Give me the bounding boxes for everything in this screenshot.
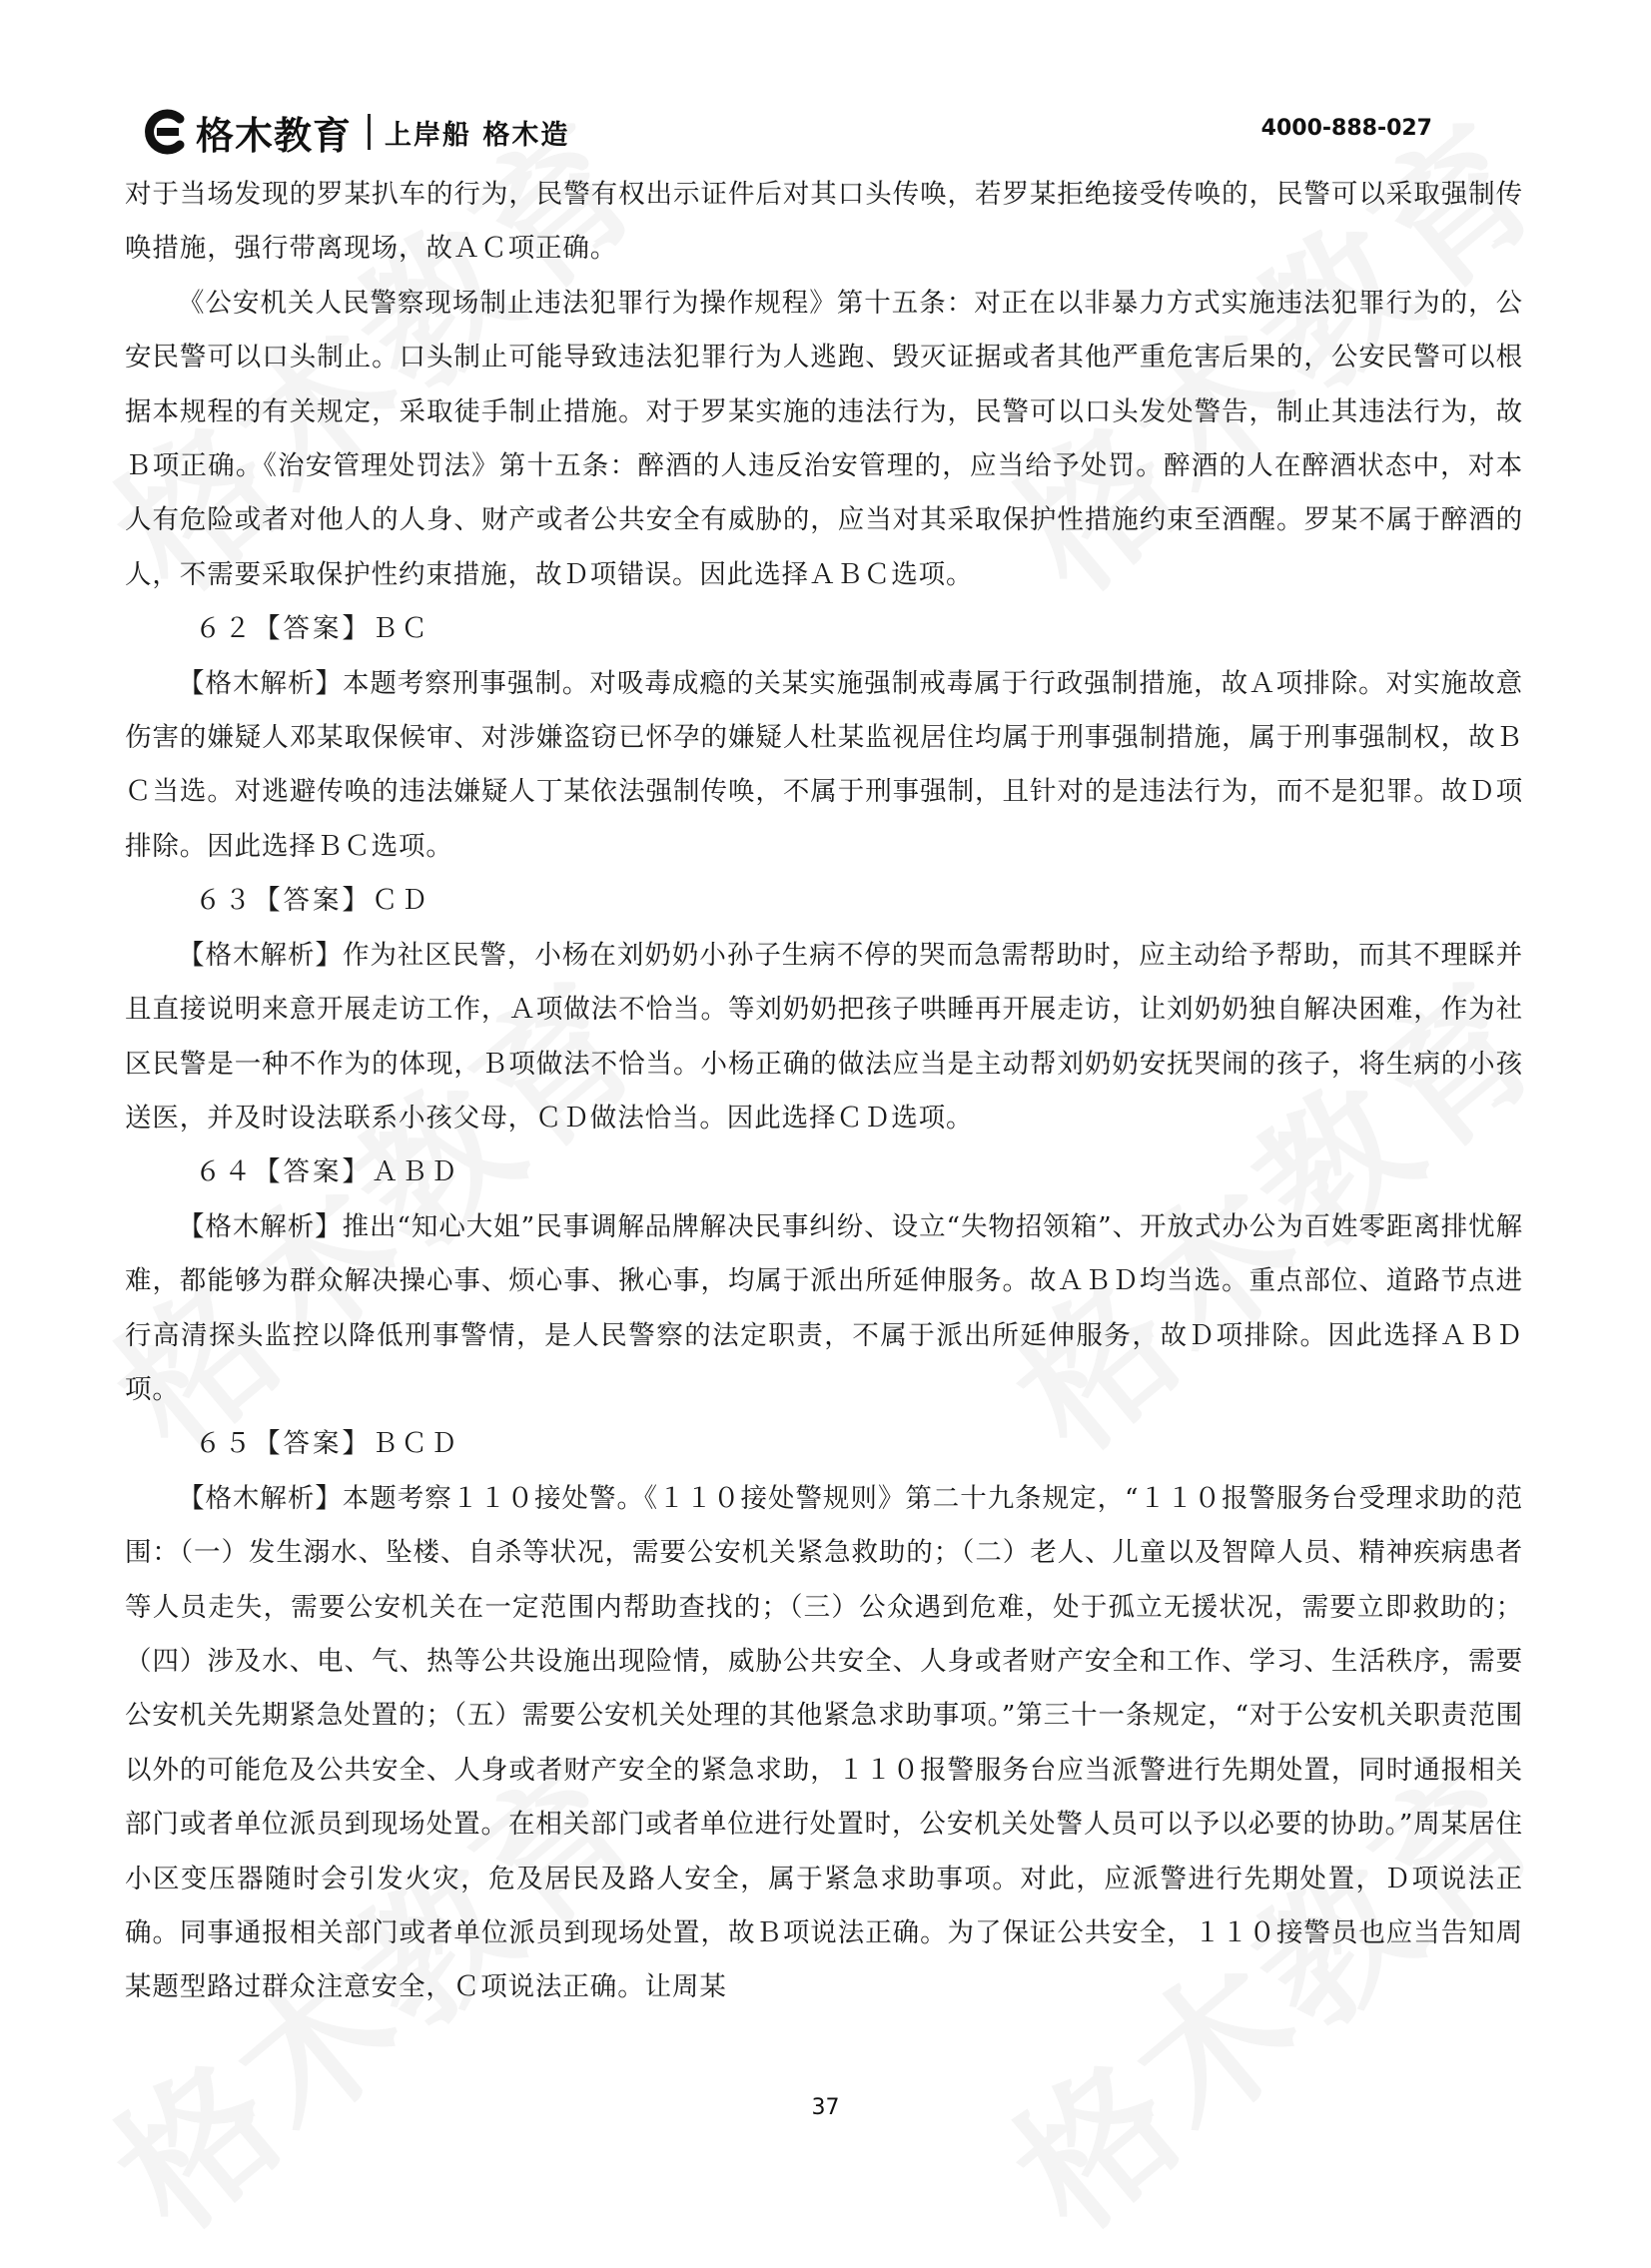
- brand-logo: [140, 104, 569, 160]
- answer-line: ６３【答案】ＣＤ: [195, 885, 430, 917]
- paragraph: 对于当场发现的罗某扒车的行为，民警有权出示证件后对其口头传唤，若罗某拒绝接受传唤的，民警可以采取强制传唤措施，强行带离现场，故ＡＣ项正确。: [125, 179, 1523, 265]
- answer-line: ６４【答案】ＡＢＤ: [195, 1156, 460, 1188]
- logo-mark-icon: [140, 109, 186, 155]
- paragraph: 【格木解析】推出“知心大姐”民事调解品牌解决民事纠纷、设立“失物招领箱”、开放式办公为百姓零距离排忧解难，都能够为群众解决操心事、烦心事、揪心事，均属于派出所延伸服务。故ＡＢＤ均当选。重点部位、道路节点进行高清探头监控以降低刑事警情，是人民警察的法定职责，不属于派出所延伸服务，故Ｄ项排除。因此选择ＡＢＤ项。: [125, 1210, 1523, 1405]
- hotline-phone: 4000-888-027: [1260, 116, 1432, 141]
- page-header: [140, 104, 1518, 164]
- brand-name: 格木教育: [196, 113, 353, 158]
- paragraph: 【格木解析】本题考察１１０接处警。《１１０接处警规则》第二十九条规定，“１１０报警服务台受理求助的范围：（一）发生溺水、坠楼、自杀等状况，需要公安机关紧急救助的；（二）老人、儿童以及智障人员、精神疾病患者等人员走失，需要公安机关在一定范围内帮助查找的；（三）公众遇到危难，处于孤立无援状况，需要立即救助的；（四）涉及水、电、气、热等公共设施出现险情，威胁公共安全、人身或者财产安全和工作、学习、生活秩序，需要公安机关先期紧急处置的；（五）需要公安机关处理的其他紧急求助事项。”第三十一条规定，“对于公安机关职责范围以外的可能危及公共安全、人身或者财产安全的紧急求助，１１０报警服务台应当派警进行先期处置，同时通报相关部门或者单位派员到现场处置。在相关部门或者单位进行处置时，公安机关处警人员可以予以必要的协助。”周某居住小区变压器随时会引发火灾，危及居民及路人安全，属于紧急求助事项。对此，应派警进行先期处置，Ｄ项说法正确。同事通报相关部门或者单位派员到现场处置，故Ｂ项说法正确。为了保证公共安全，１１０接警员也应当告知周某题型路过群众注意安全，Ｃ项说法正确。让周某: [125, 1482, 1523, 2003]
- paragraph: 《公安机关人民警察现场制止违法犯罪行为操作规程》第十五条：对正在以非暴力方式实施违法犯罪行为的，公安民警可以口头制止。口头制止可能导致违法犯罪行为人逃跑、毁灭证据或者其他严重危害后果的，公安民警可以根据本规程的有关规定，采取徒手制止措施。对于罗某实施的违法行为，民警可以口头发处警告，制止其违法行为，故Ｂ项正确。《治安管理处罚法》第十五条：醉酒的人违反治安管理的，应当给予处罚。醉酒的人在醉酒状态中，对本人有危险或者对他人的人身、财产或者公共安全有威胁的，应当对其采取保护性措施约束至酒醒。罗某不属于醉酒的人，不需要采取保护性约束措施，故Ｄ项错误。因此选择ＡＢＣ选项。: [125, 287, 1523, 590]
- page-number: 37: [811, 2095, 840, 2120]
- logo-divider: [368, 114, 371, 150]
- answer-line: ６５【答案】ＢＣＤ: [195, 1428, 460, 1460]
- paragraph: 【格木解析】本题考察刑事强制。对吸毒成瘾的关某实施强制戒毒属于行政强制措施，故Ａ项排除。对实施故意伤害的嫌疑人邓某取保候审、对涉嫌盗窃已怀孕的嫌疑人杜某监视居住均属于刑事强制措施，属于刑事强制权，故ＢＣ当选。对逃避传唤的违法嫌疑人丁某依法强制传唤，不属于刑事强制，且针对的是违法行为，而不是犯罪。故Ｄ项排除。因此选择ＢＣ选项。: [125, 667, 1523, 862]
- paragraph: 【格木解析】作为社区民警，小杨在刘奶奶小孙子生病不停的哭而急需帮助时，应主动给予帮助，而其不理睬并且直接说明来意开展走访工作，Ａ项做法不恰当。等刘奶奶把孩子哄睡再开展走访，让刘奶奶独自解决困难，作为社区民警是一种不作为的体现，Ｂ项做法不恰当。小杨正确的做法应当是主动帮刘奶奶安抚哭闹的孩子，将生病的小孩送医，并及时设法联系小孩父母，ＣＤ做法恰当。因此选择ＣＤ选项。: [125, 939, 1523, 1134]
- document-body: [125, 168, 1523, 2015]
- brand-slogan: 上岸船 格木造: [385, 119, 570, 151]
- answer-line: ６２【答案】ＢＣ: [195, 613, 430, 645]
